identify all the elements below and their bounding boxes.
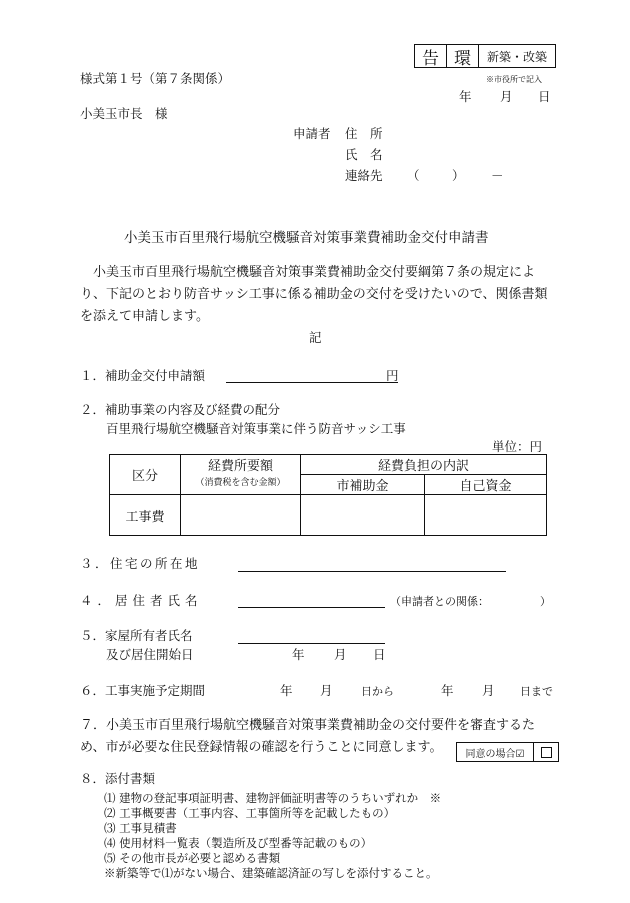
form-number: 様式第１号（第７条関係） [80,71,231,86]
item8-label: ８．添付書類 [80,771,156,786]
attachment-item: ⑷ 使用材料一覧表（製造所及び型番等記載のもの） [104,836,373,850]
applicant-address-label: 住 所 [345,126,383,141]
office-use-note: ※市役所で記入 [486,75,542,84]
item4-name-line [238,607,385,608]
header-total [181,455,301,495]
header-kubun: 区分 [110,455,181,495]
header-own-funds: 自己資金 [425,475,547,495]
applicant-label: 申請者 [293,126,331,141]
contact-paren-close: ） [452,168,465,183]
item5-label-1: ５．家屋所有者氏名 [80,628,193,643]
header-total-label: 経費所要額 [207,458,273,474]
stamp-box-2: 環 [447,45,479,67]
item5-day: 日 [373,647,386,662]
contact-paren-open: （ [407,168,420,183]
attachment-note: ※新築等で⑴がない場合、建築確認済証の写しを添付すること。 [104,866,438,880]
item7-text: ７．小美玉市百里飛行場航空機騒音対策事業費補助金の交付要件を審査するため、市が必要な住民登録情報の確認を行うことに同意します。 [80,718,536,755]
cost-table [109,454,547,536]
attachment-item: ⑸ その他市長が必要と認める書類 [104,851,281,865]
cell-subsidy[interactable] [301,495,425,536]
stamp-box-3: 新築・改築 [486,49,547,64]
item5-month: 月 [334,647,347,662]
item4-relation-close: ） [540,595,551,608]
item4-relation: （申請者との関係： [390,595,489,608]
row-label-construction: 工事費 [110,495,181,536]
attachment-item: ⑶ 工事見積書 [104,821,177,835]
item6-start-day: 日から [361,685,394,698]
attachment-item: ⑵ 工事概要書（工事内容、工事箇所等を記載したもの） [104,806,396,820]
date-day: 日 [538,89,551,104]
item6-end-month: 月 [482,683,495,698]
item6-start-month: 月 [320,683,333,698]
document-title: 小美玉市百里飛行場航空機騒音対策事業費補助金交付申請書 [124,230,489,246]
attachment-item: ⑴ 建物の登記事項証明書、建物評価証明書等のうちいずれか ※ [104,791,442,805]
date-year: 年 [459,89,472,104]
item1-amount-line [226,382,398,383]
applicant-contact-label: 連絡先 [345,168,383,183]
consent-box [456,742,559,762]
applicant-name-label: 氏 名 [345,147,383,162]
intro-paragraph: 小美玉市百里飛行場航空機騒音対策事業費補助金交付要綱第７条の規定により、下記のとおり防音サッシ工事に係る補助金の交付を受けたいので、関係書類を添えて申請します。 [80,265,548,324]
header-breakdown: 経費負担の内訳 [301,455,547,475]
cell-own-funds[interactable] [425,495,547,536]
ki-label: 記 [309,330,322,345]
consent-label: 同意の場合☑ [457,743,534,761]
office-use-stamp-box [414,44,556,68]
item5-year: 年 [292,647,305,662]
item5-owner-line [238,643,385,644]
date-month: 月 [500,89,513,104]
item1-unit: 円 [386,368,399,383]
consent-checkbox-cell[interactable] [534,743,558,761]
item3-address-line [238,571,506,572]
item3-label: ３．住宅の所在地 [80,556,201,571]
item2-subtitle: 百里飛行場航空機騒音対策事業に伴う防音サッシ工事 [106,421,406,436]
stamp-box-1: 告 [415,45,447,67]
header-total-note: （消費税を含む金額） [195,477,286,488]
contact-dash: － [491,168,504,183]
item2-unit: 単位：円 [492,439,543,454]
item5-label-2: 及び居住開始日 [106,647,194,662]
item6-end-day: 日まで [520,685,553,698]
consent-checkbox[interactable] [541,747,552,758]
addressee: 小美玉市長 様 [80,106,168,121]
header-subsidy: 市補助金 [301,475,425,495]
item1-label: １．補助金交付申請額 [80,368,206,383]
item6-start-year: 年 [280,683,293,698]
cell-total-cost[interactable] [181,495,301,536]
item2-label: ２．補助事業の内容及び経費の配分 [80,402,281,417]
item6-label: ６．工事実施予定期間 [80,683,206,698]
item4-label: ４．居住者氏名 [80,593,203,608]
item6-end-year: 年 [441,683,454,698]
